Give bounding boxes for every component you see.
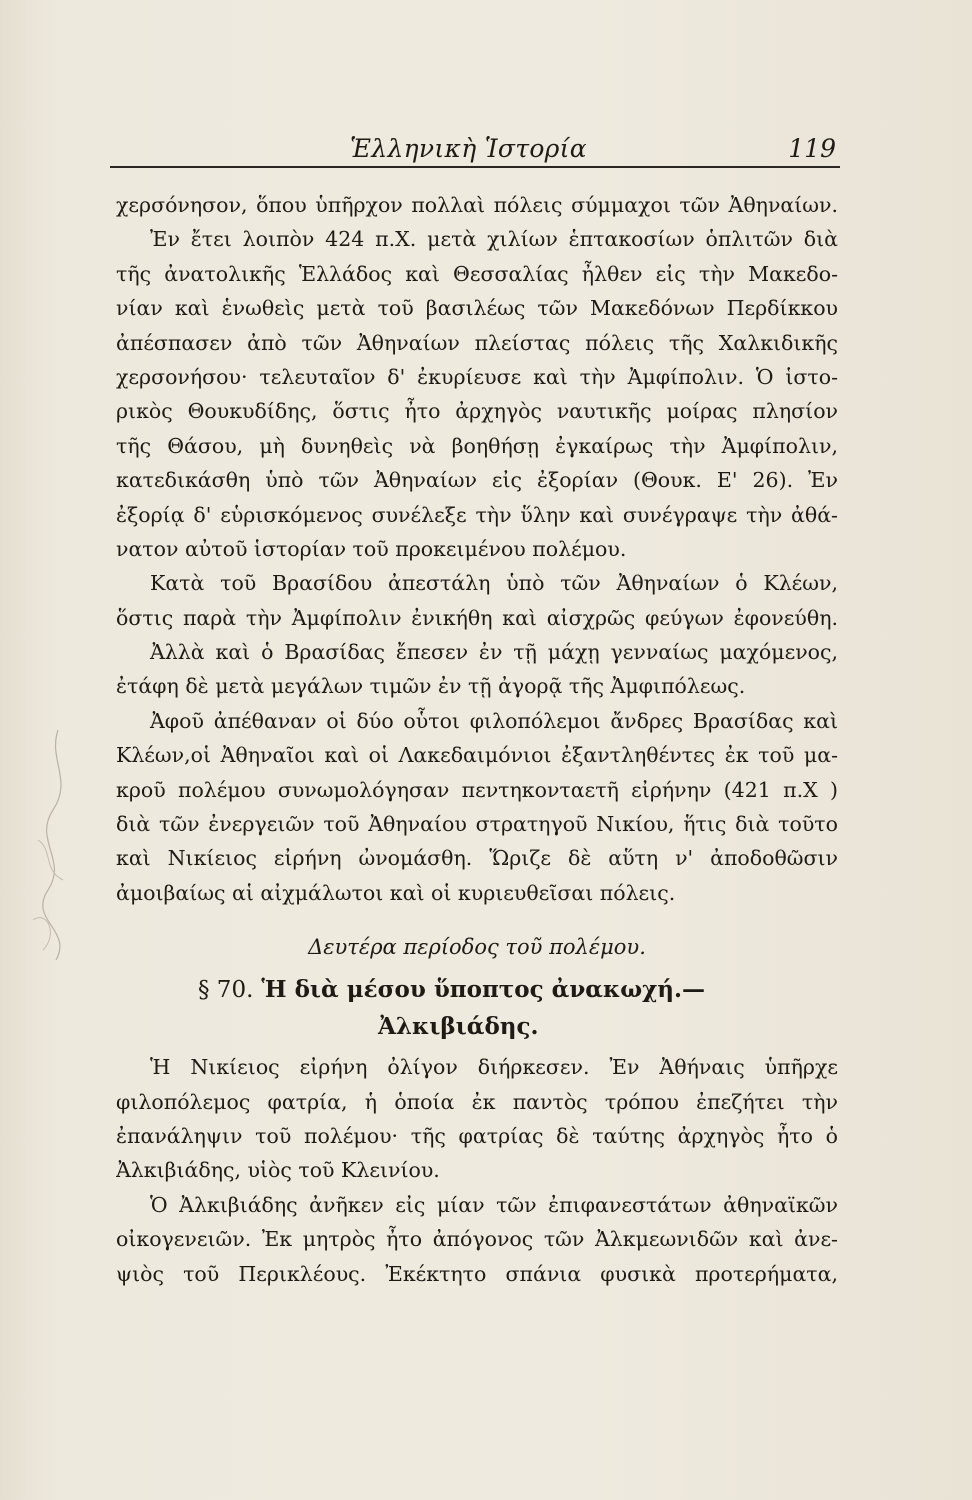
- text-line: χερσόνησον, ὅπου ὑπῆρχον πολλαὶ πόλεις σύμμαχοι τῶν Ἀθηναίων.: [116, 193, 838, 217]
- text-line: τῆς ἀνατολικῆς Ἑλλάδος καὶ Θεσσαλίας ἦλθεν εἰς τὴν Μακεδο-: [116, 261, 838, 286]
- text-line: ἐπανάληψιν τοῦ πολέμου· τῆς φατρίας δὲ ταύτης ἀρχηγὸς ἦτο ὁ: [116, 1123, 838, 1148]
- text-line: Ἐν ἔτει λοιπὸν 424 π.Χ. μετὰ χιλίων ἑπτακοσίων ὁπλιτῶν διὰ: [150, 227, 838, 252]
- text-line: Κλέων,οἱ Ἀθηναῖοι καὶ οἱ Λακεδαιμόνιοι ἐξαντληθέντες ἐκ τοῦ μα-: [116, 743, 838, 768]
- text-line: κατεδικάσθη ὑπὸ τῶν Ἀθηναίων εἰς ἐξορίαν (Θουκ. Ε' 26). Ἐν: [116, 468, 838, 493]
- text-line: χερσονήσου· τελευταῖον δ' ἐκυρίευσε καὶ τὴν Ἀμφίπολιν. Ὁ ἱστο-: [116, 364, 838, 389]
- text-line: ἀμοιβαίως αἱ αἰχμάλωτοι καὶ οἱ κυριευθεῖσαι πόλεις.: [116, 880, 676, 905]
- margin-pencil-scribble: [18, 720, 98, 980]
- page-header: [110, 128, 840, 168]
- body-text: [116, 188, 838, 1291]
- running-title: Ἑλληνικὴ Ἱστορία: [350, 134, 587, 163]
- text-line: ἐτάφη δὲ μετὰ μεγάλων τιμῶν ἐν τῇ ἀγορᾷ τῆς Ἀμφιπόλεως.: [116, 674, 746, 699]
- section-heading: Δευτέρα περίοδος τοῦ πολέμου.: [308, 935, 646, 960]
- paragraph-number: § 70.: [198, 977, 254, 1004]
- page-number: 119: [788, 134, 836, 163]
- header-rule: [110, 166, 840, 168]
- text-line: διὰ τῶν ἐνεργειῶν τοῦ Ἀθηναίου στρατηγοῦ Νικίου, ἥτις διὰ τοῦτο: [116, 812, 838, 837]
- text-line: ἀπέσπασεν ἀπὸ τῶν Ἀθηναίων πλείστας πόλεις τῆς Χαλκιδικῆς: [116, 330, 838, 355]
- text-line: κροῦ πολέμου συνωμολόγησαν πεντηκονταετῆ εἰρήνην (421 π.Χ ): [116, 777, 838, 802]
- paragraph-heading: [116, 972, 838, 1008]
- text-line: ἐξορίᾳ δ' εὑρισκόμενος συνέλεξε τὴν ὕλην καὶ συνέγραψε τὴν ἀθά-: [116, 502, 838, 527]
- paragraph-title-line1: Ἡ διὰ μέσου ὕποπτος ἀνακωχή.—: [261, 976, 705, 1004]
- text-line: Ὁ Ἀλκιβιάδης ἀνῆκεν εἰς μίαν τῶν ἐπιφανεστάτων ἀθηναϊκῶν: [150, 1192, 838, 1217]
- text-line: Κατὰ τοῦ Βρασίδου ἀπεστάλη ὑπὸ τῶν Ἀθηναίων ὁ Κλέων,: [150, 571, 838, 596]
- text-line: ὅστις παρὰ τὴν Ἀμφίπολιν ἐνικήθη καὶ αἰσχρῶς φεύγων ἐφονεύθη.: [116, 605, 838, 630]
- text-line: Ἀφοῦ ἀπέθαναν οἱ δύο οὗτοι φιλοπόλεμοι ἄνδρες Βρασίδας καὶ: [150, 708, 838, 733]
- text-line: ψιὸς τοῦ Περικλέους. Ἐκέκτητο σπάνια φυσικὰ προτερήματα,: [116, 1261, 838, 1286]
- spacer: [116, 910, 838, 924]
- text-line: Ἡ Νικίειος εἰρήνη ὀλίγον διήρκεσεν. Ἐν Ἀθήναις ὑπῆρχε: [150, 1055, 838, 1080]
- paragraph-title-line2: Ἀλκιβιάδης.: [378, 1013, 539, 1041]
- text-line: οἰκογενειῶν. Ἐκ μητρὸς ἦτο ἀπόγονος τῶν Ἀλκμεωνιδῶν καὶ ἀνε-: [116, 1227, 838, 1252]
- text-line: τῆς Θάσου, μὴ δυνηθεὶς νὰ βοηθήσῃ ἐγκαίρως τὴν Ἀμφίπολιν,: [116, 433, 838, 458]
- text-line: ρικὸς Θουκυδίδης, ὅστις ἦτο ἀρχηγὸς ναυτικῆς μοίρας πλησίον: [116, 399, 838, 424]
- text-line: φιλοπόλεμος φατρία, ἡ ὁποία ἐκ παντὸς τρόπου ἐπεζήτει τὴν: [116, 1089, 838, 1114]
- text-line: καὶ Νικίειος εἰρήνη ὠνομάσθη. Ὥριζε δὲ αὕτη ν' ἀποδοθῶσιν: [116, 846, 838, 871]
- text-line: νατον αὐτοῦ ἱστορίαν τοῦ προκειμένου πολέμου.: [116, 536, 627, 561]
- text-line: νίαν καὶ ἑνωθεὶς μετὰ τοῦ βασιλέως τῶν Μακεδόνων Περδίκκου: [116, 296, 838, 321]
- text-line: Ἀλλὰ καὶ ὁ Βρασίδας ἔπεσεν ἐν τῇ μάχῃ γενναίως μαχόμενος,: [150, 640, 838, 665]
- text-line: Ἀλκιβιάδης, υἱὸς τοῦ Κλεινίου.: [116, 1158, 440, 1183]
